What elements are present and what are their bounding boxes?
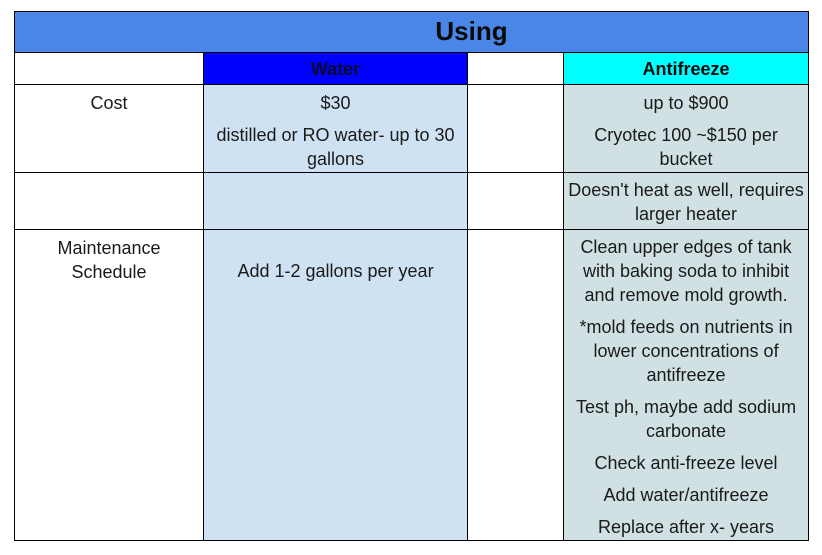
cell-water-heating <box>204 173 468 230</box>
row-label: Cost <box>90 93 128 113</box>
row-maintenance <box>15 230 809 541</box>
header-gap-cell <box>468 53 564 85</box>
comparison-table <box>14 11 809 541</box>
cell-water-maintenance <box>204 230 468 541</box>
row-label-maintenance <box>15 230 204 541</box>
cell-antifreeze-cost <box>564 85 809 173</box>
cell-antifreeze-heating <box>564 173 809 230</box>
row-label-cost <box>15 85 204 173</box>
cell-text: Clean upper edges of tank with baking soda to inhibit and remove mold growth. <box>580 237 792 305</box>
row-label: Maintenance Schedule <box>57 238 161 282</box>
row-heating <box>15 173 809 230</box>
row-label-empty <box>15 173 204 230</box>
header-row <box>15 53 809 85</box>
header-antifreeze: Antifreeze <box>564 53 809 85</box>
cell-text: Test ph, maybe add sodium carbonate <box>575 397 797 441</box>
header-water: Water <box>204 53 468 85</box>
title-cell <box>15 12 809 53</box>
cell-text: up to $900 <box>643 93 729 113</box>
cell-gap-cost <box>468 85 564 173</box>
cell-water-cost <box>204 85 468 173</box>
cell-text: Doesn't heat as well, requires larger heater <box>568 180 804 224</box>
table-title: Using <box>435 15 508 46</box>
cell-text: Add 1-2 gallons per year <box>237 261 434 281</box>
cell-antifreeze-maintenance <box>564 230 809 541</box>
cell-gap-maintenance <box>468 230 564 541</box>
title-row <box>15 12 809 53</box>
cell-text: Replace after x- years <box>597 517 775 537</box>
cell-text: Check anti-freeze level <box>594 453 778 473</box>
cell-text: Cryotec 100 ~$150 per bucket <box>594 125 778 169</box>
cell-gap-heating <box>468 173 564 230</box>
header-label-cell <box>15 53 204 85</box>
cell-text: *mold feeds on nutrients in lower concentrations of antifreeze <box>579 317 793 385</box>
row-cost <box>15 85 809 173</box>
cell-text: $30 <box>320 93 351 113</box>
cell-text: Add water/antifreeze <box>603 485 769 505</box>
cell-text: distilled or RO water- up to 30 gallons <box>216 125 455 169</box>
